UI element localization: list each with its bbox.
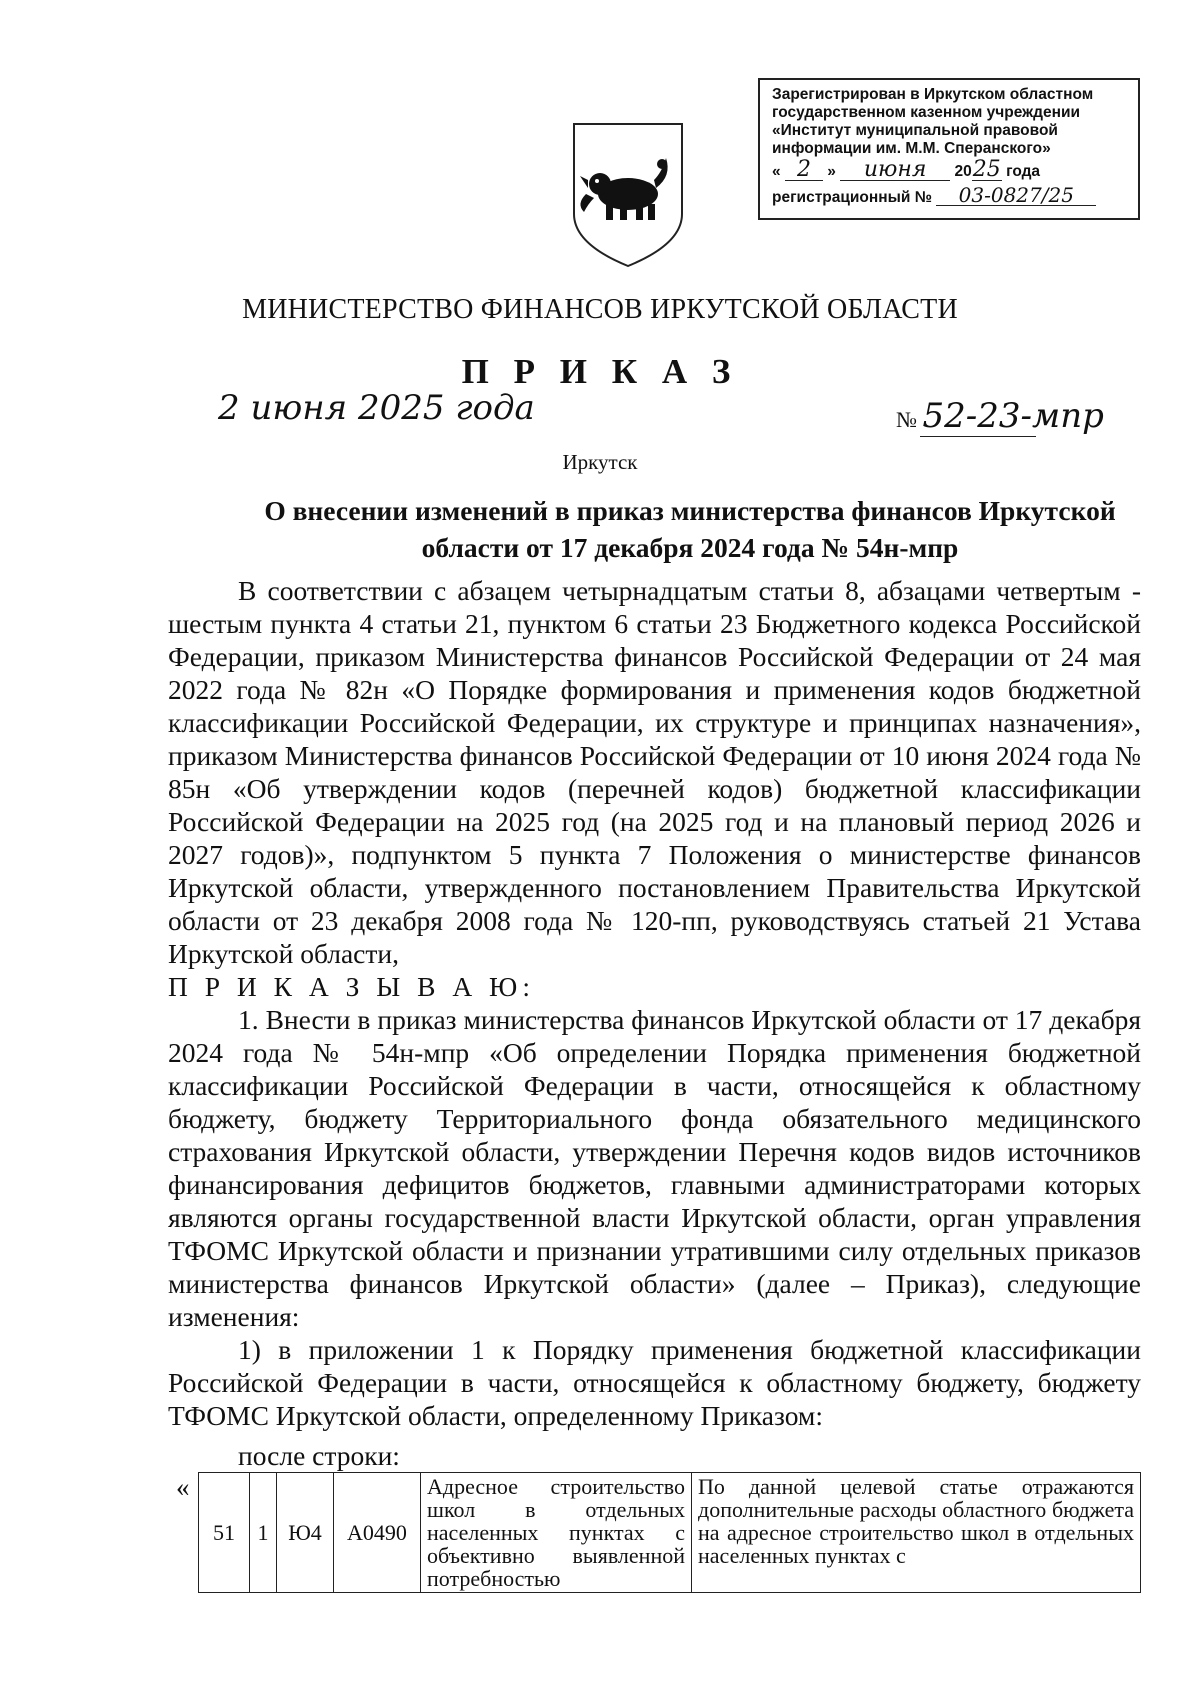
table-cell-code-1: 51 bbox=[199, 1473, 250, 1593]
subitem-1-paragraph: 1) в приложении 1 к Порядку применения бюджетной классификации Российской Федерации в части, относящейся к областному бюджету, бюджету ТФОМС Иркутской области, определенному Приказом: bbox=[168, 1334, 1141, 1431]
stamp-date-line bbox=[772, 157, 1130, 182]
table-cell-name: Адресное строительство школ в отдельных населенных пунктах с объективно выявленной потребностью bbox=[421, 1473, 692, 1593]
order-word: П Р И К А З Ы В А Ю: bbox=[168, 971, 535, 1002]
stamp-year-suffix: 25 bbox=[972, 157, 1001, 182]
after-row-label: после строки: bbox=[238, 1440, 400, 1471]
registration-stamp bbox=[758, 78, 1140, 220]
opening-quote-mark: « bbox=[176, 1472, 190, 1502]
ministry-heading: МИНИСТЕРСТВО ФИНАНСОВ ИРКУТСКОЙ ОБЛАСТИ bbox=[242, 294, 958, 325]
stamp-quote-close: » bbox=[827, 163, 836, 180]
table-row bbox=[199, 1473, 1141, 1593]
preamble-paragraph: В соответствии с абзацем четырнадцатым статьи 8, абзацами четвертым - шестым пункта 4 статьи 21, пунктом 6 статьи 23 Бюджетного кодекса Российской Федерации, приказом Министерства финансов Российской Федерации от 24 мая 2022 года № 82н «О Порядке формирования и применения кодов бюджетной классификации Российской Федерации, их структуре и принципах назначения», приказом Министерства финансов Российской Федерации от 10 июня 2024 года № 85н «Об утверждении кодов (перечней кодов) бюджетной классификации Российской Федерации на 2025 год (на 2025 год и на плановый период 2026 и 2027 годов)», подпунктом 5 пункта 7 Положения о министерстве финансов Иркутской области, утвержденного постановлением Правительства Иркутской области от 23 декабря 2008 года № 120-пп, руководствуясь статьей 21 Устава Иркутской области, bbox=[168, 575, 1141, 969]
number-sign: № bbox=[896, 407, 917, 432]
order-subject bbox=[240, 492, 1140, 566]
order-number-block bbox=[896, 396, 1104, 436]
coat-of-arms-emblem bbox=[566, 118, 690, 268]
stamp-reg-number: 03-0827/25 bbox=[936, 185, 1096, 206]
page-bottom-margin bbox=[198, 1652, 1143, 1697]
order-number-handwritten: 52-23-мпр bbox=[922, 396, 1104, 436]
stamp-quote-open: « bbox=[772, 163, 781, 180]
order-title: П Р И К А З bbox=[461, 352, 739, 391]
stamp-month: июня bbox=[840, 160, 950, 181]
order-body bbox=[168, 574, 1141, 1432]
stamp-year-word: года bbox=[1006, 163, 1041, 180]
table-cell-description: По данной целевой статье отражаются дополнительные расходы областного бюджета на адресное строительство школ в отдельных населенных пунктах с bbox=[692, 1473, 1141, 1593]
stamp-reg-label: регистрационный № bbox=[772, 189, 932, 206]
table-cell-code-3: Ю4 bbox=[277, 1473, 334, 1593]
stamp-day: 2 bbox=[785, 160, 823, 181]
stamp-line: государственном казенном учреждении bbox=[772, 104, 1081, 121]
stamp-line: Зарегистрирован в Иркутском областном bbox=[772, 86, 1094, 103]
subject-line: области от 17 декабря 2024 года № 54н-мпр bbox=[421, 532, 959, 563]
codes-table bbox=[198, 1472, 1141, 1593]
number-underline bbox=[920, 436, 1036, 437]
stamp-year-prefix: 20 bbox=[954, 163, 972, 180]
item-1-paragraph: 1. Внести в приказ министерства финансов Иркутской области от 17 декабря 2024 года № 54н-мпр «Об определении Порядка применения бюджетной классификации Российской Федерации в части, относящейся к областному бюджету, бюджету Территориального фонда обязательного медицинского страхования Иркутской области, утверждении Перечня кодов видов источников финансирования дефицитов бюджетов, главными администраторами которых являются органы государственной власти Иркутской области, орган управления ТФОМС Иркутской области и признании утратившими силу отдельных приказов министерства финансов Иркутской области» (далее – Приказ), следующие изменения: bbox=[168, 1004, 1141, 1332]
stamp-reg-line bbox=[772, 185, 1130, 207]
table-cell-code-4: А0490 bbox=[334, 1473, 421, 1593]
order-date-handwritten: 2 июня 2025 года bbox=[218, 388, 535, 428]
stamp-line: информации им. М.М. Сперанского» bbox=[772, 140, 1051, 157]
subject-line: О внесении изменений в приказ министерства финансов Иркутской bbox=[264, 495, 1116, 526]
table-cell-code-2: 1 bbox=[250, 1473, 277, 1593]
city-name: Иркутск bbox=[562, 450, 638, 474]
stamp-line: «Институт муниципальной правовой bbox=[772, 122, 1058, 139]
